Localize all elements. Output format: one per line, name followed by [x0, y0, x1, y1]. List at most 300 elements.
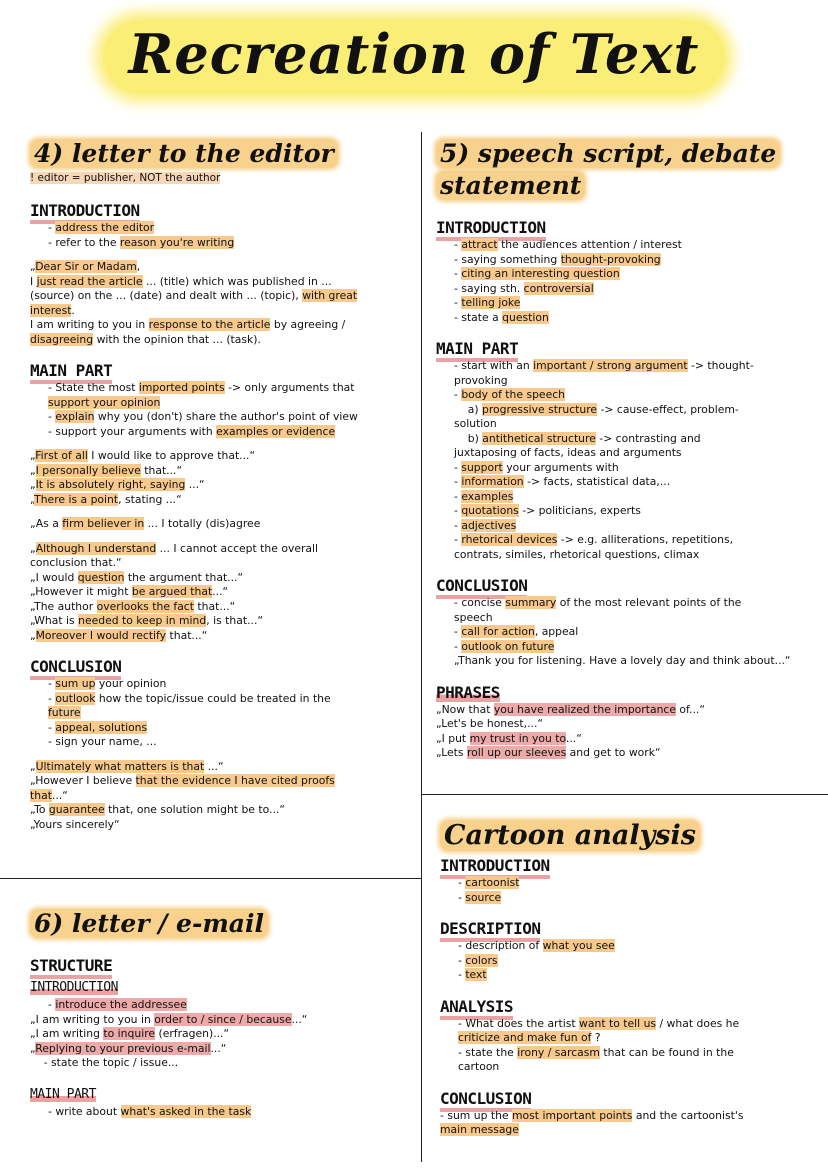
highlighted-phrase: irony / sarcasm	[517, 1045, 600, 1059]
highlighted-phrase: important / strong argument	[533, 359, 688, 372]
text-line	[30, 304, 415, 319]
line-text: your opinion	[95, 677, 167, 690]
page-title-wrap	[0, 20, 828, 94]
text-line	[30, 556, 415, 571]
text-line	[436, 296, 821, 311]
text-line	[436, 490, 821, 505]
text-line	[30, 333, 415, 348]
highlighted-phrase: firm believer in	[62, 517, 145, 530]
text-single	[30, 517, 415, 532]
text-line	[436, 238, 821, 253]
text-line	[436, 282, 821, 297]
line-text: -> thought-	[687, 359, 754, 372]
section-note: ! editor = publisher, NOT the author	[30, 172, 221, 184]
line-text: and the cartoonist's	[632, 1108, 744, 1122]
line-text: / what does he	[656, 1016, 740, 1030]
text-line	[30, 493, 415, 508]
highlighted-phrase: body of the speech	[461, 388, 565, 401]
line-text: -> e.g. alliterations, repetitions,	[557, 533, 734, 546]
highlighted-phrase: adjectives	[461, 518, 517, 532]
highlighted-phrase: outlook	[55, 691, 96, 705]
line-text: - description of	[458, 939, 543, 952]
line-text: „However it might	[30, 585, 132, 598]
line-text: „	[30, 1041, 36, 1055]
text-line	[30, 760, 415, 775]
line-text: speech	[454, 610, 493, 624]
heading-introduction: INTRODUCTION	[440, 856, 820, 876]
line-text: -	[458, 953, 466, 967]
section-title-line-1: 5) speech script, debate	[436, 138, 821, 170]
line-text: that...“	[166, 628, 208, 642]
line-text: -	[48, 677, 56, 690]
highlighted-phrase: with great	[302, 289, 358, 302]
highlighted-phrase: thought-provoking	[560, 252, 661, 266]
text-list	[30, 760, 415, 833]
line-text: ...“	[565, 731, 582, 745]
highlighted-phrase: what's asked in the task	[120, 1104, 252, 1118]
column-divider-vertical	[421, 132, 422, 1162]
text-line	[30, 692, 415, 707]
line-text: b)	[454, 431, 483, 445]
text-line	[436, 388, 821, 403]
text-line	[440, 876, 820, 891]
line-text: „	[30, 492, 35, 506]
line-text: - What does the artist	[458, 1016, 580, 1030]
text-line	[30, 236, 415, 251]
highlighted-phrase: disagreeing	[30, 332, 94, 346]
text-line	[436, 253, 821, 268]
line-text: - refer to the	[48, 235, 120, 249]
line-text: „I would	[30, 570, 78, 584]
text-line	[30, 381, 415, 396]
line-text: solution	[454, 417, 497, 430]
highlighted-phrase: response to the article	[148, 318, 271, 331]
line-text: -> politicians, experts	[518, 504, 641, 517]
line-text: -	[458, 890, 466, 904]
section-title: 6) letter / e-mail	[30, 908, 415, 940]
section-cartoon-analysis	[440, 820, 820, 1138]
text-line	[30, 517, 415, 532]
highlighted-phrase: that the evidence I have cited proofs	[135, 774, 335, 787]
line-text: -	[48, 691, 56, 705]
text-line	[436, 611, 821, 626]
line-text: -	[454, 518, 462, 532]
line-text: „	[30, 628, 36, 642]
line-text: ...“	[291, 1012, 308, 1026]
text-line	[440, 939, 820, 954]
text-line	[436, 374, 821, 389]
line-text: -	[454, 388, 462, 401]
highlighted-phrase: criticize and make fun of	[458, 1031, 592, 1044]
highlighted-phrase: what you see	[542, 939, 615, 952]
line-text: the argument that...“	[124, 570, 244, 584]
heading-introduction: INTRODUCTION	[30, 201, 415, 221]
line-text: -	[454, 625, 462, 638]
heading-analysis: ANALYSIS	[440, 997, 820, 1017]
highlighted-phrase: question	[77, 570, 125, 584]
text-line	[30, 735, 415, 750]
line-text: -	[454, 238, 462, 251]
line-text: I am writing to you in	[30, 318, 149, 331]
line-text: „	[30, 463, 36, 477]
line-text: conclusion that.“	[30, 556, 122, 569]
line-text: , is that...“	[206, 614, 263, 627]
text-line	[30, 774, 415, 789]
text-line	[440, 1060, 820, 1075]
text-line	[30, 289, 415, 304]
line-text: „Thank you for listening. Have a lovely day and think about...“	[454, 654, 791, 667]
text-line	[30, 721, 415, 736]
highlighted-phrase: rhetorical devices	[461, 533, 558, 546]
highlighted-phrase: Replying to your previous e-mail	[35, 1041, 211, 1055]
section-title: Cartoon analysis	[440, 820, 820, 852]
text-line	[436, 717, 821, 732]
line-text: -	[458, 968, 466, 981]
text-line	[440, 1123, 820, 1138]
section-speech-script	[436, 138, 821, 761]
line-text: your arguments with	[502, 460, 619, 474]
text-line	[30, 600, 415, 615]
line-text: -	[48, 410, 56, 423]
highlighted-phrase: It is absolutely right, saying	[35, 478, 186, 491]
line-text: „I am writing	[30, 1027, 104, 1040]
line-text: -	[48, 998, 56, 1011]
line-text: „Now that	[436, 702, 494, 716]
heading-structure: STRUCTURE	[30, 956, 415, 976]
section-title-line-2: statement	[436, 170, 821, 202]
text-line	[30, 221, 415, 236]
text-line	[30, 998, 415, 1013]
highlighted-phrase: citing an interesting question	[461, 267, 620, 280]
highlighted-phrase: my trust in you to	[469, 731, 566, 745]
line-text: -	[454, 296, 462, 309]
text-list	[30, 1013, 415, 1071]
text-line	[436, 311, 821, 326]
text-line	[436, 640, 821, 655]
text-line	[30, 629, 415, 644]
text-line	[30, 677, 415, 692]
text-line	[440, 968, 820, 983]
text-line	[436, 359, 821, 374]
highlighted-phrase: examples or evidence	[216, 424, 336, 438]
heading-main-part: MAIN PART	[436, 339, 821, 359]
line-text: „However I believe	[30, 774, 136, 787]
line-text: „Lets	[436, 746, 467, 759]
text-line	[436, 504, 821, 519]
highlighted-phrase: Dear Sir or Madam	[35, 260, 137, 273]
highlighted-phrase: antithetical structure	[482, 431, 596, 445]
highlighted-phrase: appeal, solutions	[55, 720, 148, 734]
line-text: , appeal	[534, 625, 579, 638]
highlighted-phrase: There is a point	[34, 492, 119, 506]
divider-right-horizontal	[421, 794, 828, 795]
highlighted-phrase: information	[461, 475, 524, 488]
line-text: by agreeing /	[270, 318, 346, 331]
line-text: - support your arguments with	[48, 424, 217, 438]
line-text: - State the most	[48, 381, 139, 394]
highlighted-phrase: support your opinion	[48, 395, 161, 409]
line-text: „What is	[30, 614, 79, 627]
highlighted-phrase: I personally believe	[35, 463, 141, 477]
text-line	[436, 746, 821, 761]
line-text: „	[30, 478, 36, 491]
line-text: ...“	[210, 1041, 227, 1055]
text-list	[30, 542, 415, 644]
line-text: why you (don't) share the author's point of view	[94, 410, 358, 423]
heading-description: DESCRIPTION	[440, 919, 820, 939]
text-line	[436, 432, 821, 447]
line-text: I	[30, 274, 37, 288]
line-text: -> only arguments that	[224, 381, 355, 394]
line-text: „The author	[30, 599, 97, 613]
line-text: of...“	[676, 702, 705, 716]
text-list	[440, 876, 820, 905]
text-list	[436, 238, 821, 325]
line-text: -	[454, 639, 462, 653]
line-text: - state a	[454, 310, 503, 324]
highlighted-phrase: you have realized the importance	[493, 702, 676, 716]
highlighted-phrase: question	[502, 310, 549, 324]
text-line	[30, 614, 415, 629]
text-list	[440, 1017, 820, 1075]
text-line	[30, 571, 415, 586]
line-text: „As a	[30, 517, 63, 530]
text-list	[440, 1109, 820, 1138]
highlighted-phrase: examples	[461, 489, 514, 503]
line-text: - concise	[454, 596, 506, 609]
highlighted-phrase: call for action	[461, 625, 535, 638]
line-text: -	[454, 267, 462, 280]
line-text: -	[454, 460, 462, 474]
heading-main-part: MAIN PART	[30, 1086, 96, 1102]
line-text: -> facts, statistical data,...	[523, 475, 671, 488]
line-text: „I am writing to you in	[30, 1012, 155, 1026]
text-line	[30, 803, 415, 818]
line-text: and get to work“	[566, 746, 661, 759]
highlighted-phrase: explain	[55, 410, 95, 423]
page-title: Recreation of Text	[103, 20, 726, 94]
highlighted-phrase: Ultimately what matters is that	[35, 759, 205, 773]
highlighted-phrase: future	[48, 706, 81, 719]
text-line	[436, 403, 821, 418]
line-text: cartoon	[458, 1060, 500, 1073]
heading-conclusion: CONCLUSION	[440, 1089, 820, 1109]
line-text: with the opinion that ... (task).	[93, 332, 261, 346]
line-text: -	[454, 475, 462, 488]
text-line	[30, 542, 415, 557]
highlighted-phrase: reason you're writing	[119, 235, 235, 249]
text-list	[436, 359, 821, 562]
text-list	[440, 939, 820, 983]
line-text: -	[454, 504, 462, 517]
line-text: „	[30, 759, 36, 773]
line-text: „Yours sincerely“	[30, 817, 120, 831]
section-letter-email	[30, 908, 415, 1119]
text-list	[30, 260, 415, 347]
highlighted-phrase: Moreover I would rectify	[35, 628, 167, 642]
highlighted-phrase: guarantee	[48, 803, 105, 816]
text-line	[436, 267, 821, 282]
text-line	[30, 410, 415, 425]
line-text: ...“	[204, 759, 224, 773]
highlighted-phrase: First of all	[35, 449, 88, 462]
text-line	[436, 417, 821, 432]
line-text: ... I cannot accept the overall	[156, 541, 319, 555]
line-text: - saying sth.	[454, 281, 524, 295]
line-text: a)	[454, 402, 482, 416]
highlighted-phrase: attract	[461, 238, 498, 251]
line-text: - state the	[458, 1045, 518, 1059]
line-text: that...“	[140, 463, 183, 477]
line-text: - saying something	[454, 252, 561, 266]
line-text: that...“	[193, 599, 236, 613]
line-text: ...“	[185, 478, 205, 491]
section-letter-to-editor	[30, 138, 415, 832]
line-text: - start with an	[454, 359, 534, 372]
line-text: juxtaposing of facts, ideas and arguments	[454, 446, 682, 459]
text-line	[436, 519, 821, 534]
highlighted-phrase: roll up our sleeves	[466, 746, 567, 759]
line-text: .	[71, 303, 75, 317]
highlighted-phrase: just read the article	[36, 274, 143, 288]
highlighted-phrase: main message	[440, 1123, 519, 1136]
section-title: 4) letter to the editor	[30, 138, 415, 170]
highlighted-phrase: most important points	[512, 1108, 633, 1122]
line-text: -	[48, 221, 56, 234]
text-line	[436, 461, 821, 476]
heading-introduction: INTRODUCTION	[30, 980, 118, 995]
line-text: how the topic/issue could be treated in the	[95, 691, 331, 705]
line-text: that, one solution might be to...“	[104, 803, 285, 816]
highlighted-phrase: source	[465, 890, 502, 904]
highlighted-phrase: cartoonist	[465, 876, 520, 889]
highlighted-phrase: Although I understand	[35, 541, 157, 555]
highlighted-phrase: to inquire	[103, 1027, 156, 1040]
heading-introduction: INTRODUCTION	[436, 218, 821, 238]
heading-conclusion: CONCLUSION	[436, 576, 821, 596]
text-line	[30, 1027, 415, 1042]
text-line	[30, 425, 415, 440]
line-text: (erfragen)...“	[155, 1027, 230, 1040]
text-line	[436, 548, 821, 563]
line-text: ... I totally (dis)agree	[144, 517, 261, 530]
line-text: -> contrasting and	[595, 431, 701, 445]
text-list	[30, 1105, 415, 1120]
text-line	[436, 533, 821, 548]
heading-phrases: PHRASES	[436, 682, 500, 702]
text-line	[440, 1109, 820, 1124]
text-line	[440, 954, 820, 969]
text-line	[30, 396, 415, 411]
text-line	[30, 260, 415, 275]
line-text: - state the topic / issue...	[30, 1056, 179, 1069]
highlighted-phrase: quotations	[461, 504, 519, 517]
text-line	[30, 706, 415, 721]
text-line	[440, 1017, 820, 1032]
line-text: contrats, similes, rhetorical questions, climax	[454, 547, 700, 561]
line-text: „Let's be honest,...“	[436, 717, 543, 730]
heading-conclusion: CONCLUSION	[30, 657, 415, 677]
text-line	[436, 596, 821, 611]
text-line	[440, 891, 820, 906]
line-text: the audiences attention / interest	[497, 238, 682, 251]
text-list	[30, 221, 415, 250]
text-line	[30, 789, 415, 804]
text-line	[436, 625, 821, 640]
line-text: „To	[30, 803, 49, 816]
highlighted-phrase: needed to keep in mind	[78, 614, 207, 627]
text-line	[436, 446, 821, 461]
line-text: - sign your name, ...	[48, 735, 157, 748]
text-line	[30, 585, 415, 600]
highlighted-phrase: summary	[505, 596, 557, 609]
line-text: -	[458, 876, 466, 889]
highlighted-phrase: sum up	[55, 677, 96, 690]
highlighted-phrase: overlooks the fact	[96, 599, 194, 613]
text-line	[30, 1042, 415, 1057]
text-list	[30, 381, 415, 439]
line-text: „I put	[436, 731, 470, 745]
highlighted-phrase: be argued that	[131, 585, 213, 598]
highlighted-phrase: that	[30, 788, 52, 802]
line-text: - sum up the	[440, 1108, 513, 1122]
line-text: ... (title) which was published in ...	[142, 274, 332, 288]
line-text: I would like to approve that...“	[87, 449, 256, 462]
text-line	[30, 318, 415, 333]
line-text: ,	[136, 260, 141, 273]
text-line	[436, 703, 821, 718]
line-text: ?	[591, 1031, 601, 1044]
line-text: , stating ...“	[118, 492, 182, 506]
text-line	[30, 1013, 415, 1028]
divider-left-horizontal	[0, 878, 421, 879]
line-text: of the most relevant points of the	[556, 596, 742, 609]
highlighted-phrase: interest	[30, 303, 72, 317]
text-list	[436, 596, 821, 669]
line-text: provoking	[454, 373, 508, 387]
text-line	[30, 818, 415, 833]
heading-main-part: MAIN PART	[30, 361, 415, 381]
text-line	[30, 449, 415, 464]
line-text: „	[30, 260, 36, 273]
line-text: - write about	[48, 1104, 121, 1118]
highlighted-phrase: text	[465, 968, 487, 981]
line-text: -	[454, 533, 462, 546]
text-line	[30, 1056, 415, 1071]
highlighted-phrase: colors	[465, 953, 498, 967]
text-line	[436, 654, 821, 669]
line-text: ...“	[51, 788, 68, 802]
line-text: -	[48, 720, 56, 734]
line-text: „	[30, 449, 36, 462]
line-text: -> cause-effect, problem-	[597, 402, 739, 416]
highlighted-phrase: imported points	[138, 381, 225, 394]
highlighted-phrase: progressive structure	[482, 402, 598, 416]
text-line	[436, 732, 821, 747]
line-text: -	[454, 489, 462, 503]
text-list	[30, 998, 415, 1013]
text-line	[440, 1046, 820, 1061]
text-line	[30, 275, 415, 290]
highlighted-phrase: introduce the addressee	[55, 998, 187, 1011]
highlighted-phrase: order to / since / because	[154, 1012, 292, 1026]
highlighted-phrase: address the editor	[55, 221, 155, 234]
highlighted-phrase: controversial	[523, 281, 594, 295]
text-line	[436, 475, 821, 490]
text-line	[30, 1105, 415, 1120]
text-line	[30, 478, 415, 493]
line-text: that can be found in the	[599, 1045, 734, 1059]
